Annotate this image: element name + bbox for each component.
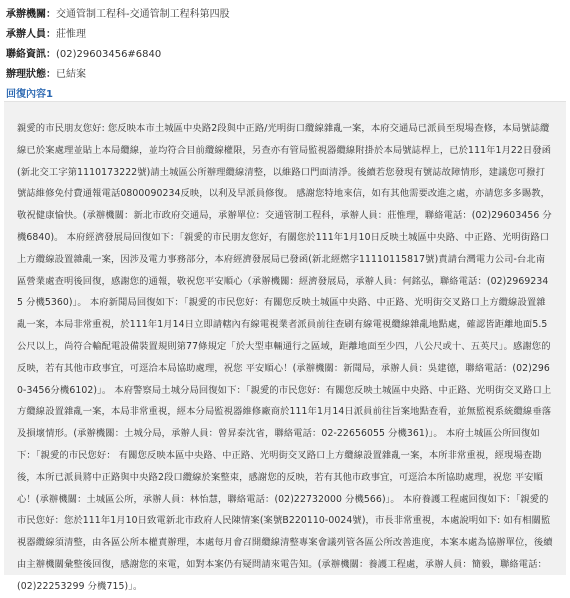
reply-content-box [4, 101, 566, 592]
reply-body-text: 親愛的市民朋友您好: 您反映本市土城區中央路2段與中正路/光明街口纜線雜亂一案，本府交通局已派員至現場查修，本局號誌纜線已於案處理並貼上本局纜線，並均符合目前纜線權限，另查亦有管局監視器纜線附掛於本局號誌桿上，已於111年1月22日發函(新北交工字第1110173222號)請土城區公所辦理纜線清整，以維路口門面清淨。後續若您發現有號誌故障情形，建議您可撥打號誌維修免付費通報電話0800090234反映，以利及早派員修復。 感謝您特地來信，如有其他需要改進之處，亦請您多多賜教，敬祝健康愉快。(承辦機關：新北市政府交通局，承辦單位：交通管制工程科，承辦人員：莊惟理，聯絡電話：(02)29603456 分機6840)。 本府經濟發展局回復如下：「親愛的市民朋友您好，有關您於111年1月10日反映土城區中央路、中正路、光明街路口上方纜線設置雜亂一案，因涉及電力事務部分，本府經濟發展局已發函(新北經燃字11110115817號)責請台灣電力公司-台北南區營業處查明後回復，感謝您的通報，敬祝您平安順心（承辦機關：經濟發展局，承辦人員：何銘弘，聯絡電話：(02)29692345 分機5360)」。 本府新聞局回復如下：「親愛的市民您好：有關您反映土城區中央路、中正路、光明街交叉路口上方纜線設置雜亂一案，本局非常重視，於111年1月14日立即請轄內有線電視業者派員前往查刷有線電視纜線雜亂地點處，確認皆距離地面5.5公尺以上，尚符合輸配電設備裝置規則第77條規定「於大型車輛通行之區域，距離地面至少四，八公尺或十、五英尺」。感謝您的反映，若有其他市政事宜，可逕洽本局協助處理，祝您 平安順心！(承辦機關：新聞局，承辦人員：吳建德，聯絡電話：(02)2960-3456分機6102)」。 本府警察局土城分局回復如下：「親愛的市民您好：有關您反映土城區中央路、中正路、光明街交叉路口上方纜線設置雜亂一案，本局非常重視，經本分局監視器維修廠商於111年1月14日派員前往旨案地點查看，並無監視系統纜線垂落及損壞情形。(承辦機關：土城分局，承辦人員：曾昇泰沈省，聯絡電話：02-22656055 分機361)」。 本府土城區公所回復如下：「親愛的市民您好： 有關您反映本區中央路、中正路、光明街交叉路口上方纜線設置雜亂一案，本所非常重視，經現場查勘後，本所已派員將中正路與中央路2段口纜線於案整束，感謝您的反映，若有其他市政事宜，可逕洽本所協助處理，祝您 平安順心！(承辦機關：土城區公所，承辦人員：林怡慧，聯絡電話：(02)22732000 分機566)」。 本府養護工程處回復如下：「親愛的市民您好：您於111年1月10日致電新北市政府人民陳情案(案號B220110-0024號)，市長非常重視，本處說明如下: 如有相關監視器纜線須清整，由各區公所本權責辦理，本處每月會召開纜線清整專案會議列管各區公所改善進度，本案本處為協辦單位，後續由主辦機關彙整後回復，感謝您的來電，如對本案仍有疑問請來電告知。(承辦機關：養護工程處，承辦人員：簡毅，聯絡電話：(02)22253299 分機715)」。 [17, 123, 553, 592]
status-value: 已結案 [56, 69, 86, 80]
contact-value: (02)29603456#6840 [56, 49, 162, 60]
agency-value: 交通管制工程科-交通管制工程科第四股 [56, 9, 230, 20]
officer-row [6, 25, 230, 45]
officer-label: 承辦人員： [6, 29, 56, 40]
status-label: 辦理狀態： [6, 69, 56, 80]
agency-label: 承辦機關： [6, 9, 56, 20]
status-row [6, 65, 230, 85]
officer-value: 莊惟理 [56, 29, 86, 40]
reply-title: 回復內容1 [6, 89, 53, 100]
agency-row [6, 5, 230, 25]
case-info [6, 5, 230, 105]
contact-row [6, 45, 230, 65]
contact-label: 聯絡資訊： [6, 49, 56, 60]
